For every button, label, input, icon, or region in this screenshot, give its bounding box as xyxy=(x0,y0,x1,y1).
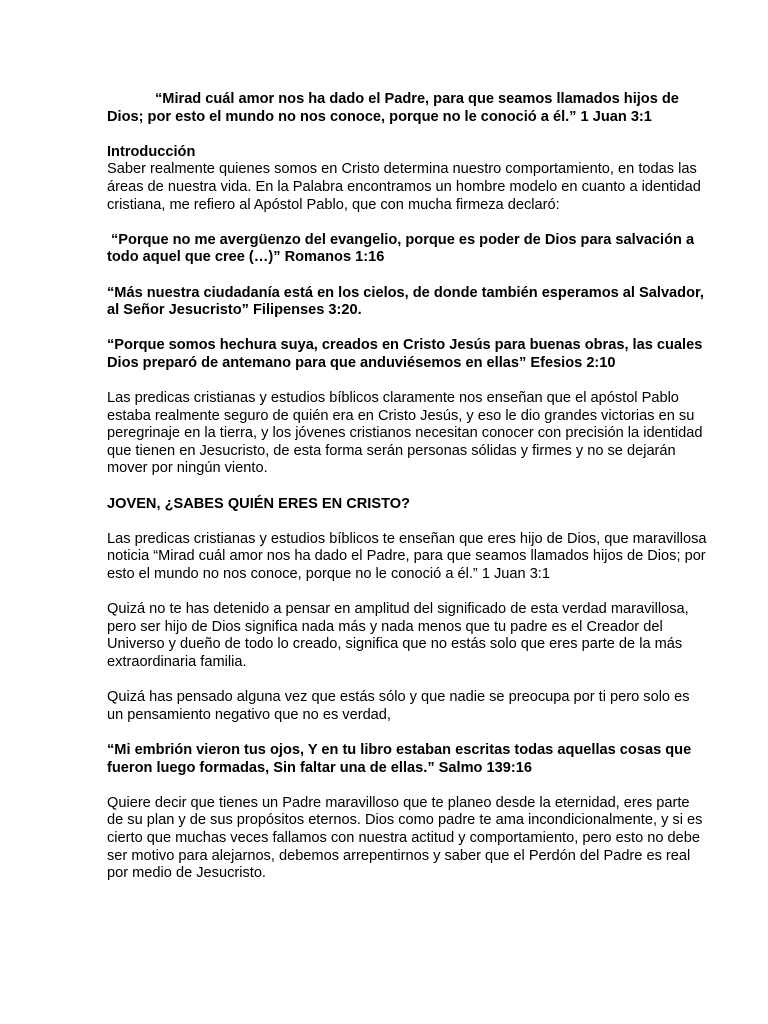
paragraph-padre-maravilloso: Quiere decir que tienes un Padre maravilloso que te planeo desde la eternidad, eres parte de su plan y de sus propósitos eternos. Dios como padre te ama incondicionalmente, y si es cierto que muchas veces fallamos con nuestra actitud y comportamiento, pero esto no debe ser motivo para alejarnos, debemos arrepentirnos y saber que el Perdón del Padre es real por medio de Jesucristo. xyxy=(107,794,703,882)
quote-filipenses: “Más nuestra ciudadanía está en los cielos, de donde también esperamos al Salvador, al Señor Jesucristo” Filipenses 3:20. xyxy=(107,284,704,319)
epigraph-quote: “Mirad cuál amor nos ha dado el Padre, para que seamos llamados hijos de Dios; por esto el mundo no nos conoce, porque no le conoció a él.” 1 Juan 3:1 xyxy=(107,91,679,125)
quote-salmo: “Mi embrión vieron tus ojos, Y en tu libro estaban escritas todas aquellas cosas que fueron luego formadas, Sin faltar una de ellas.” Salmo 139:16 xyxy=(107,741,692,776)
paragraph-pablo: Las predicas cristianas y estudios bíblicos claramente nos enseñan que el apóstol Pablo estaba realmente seguro de quién era en Cristo Jesús, y eso le dio grandes victorias en su peregrinaje en la tierra, y los jóvenes cristianos necesitan conocer con precisión la identidad que tienen en Jesucristo, de esta forma serán personas sólidas y firmes y no se dejarán mover por ningún viento. xyxy=(107,390,703,477)
paragraph-significado: Quizá no te has detenido a pensar en amplitud del significado de esta verdad maravillosa, pero ser hijo de Dios significa nada más y nada menos que tu padre es el Creador del Universo y dueño de todo lo creado, significa que no estás solo que eres parte de la más extraordinaria familia. xyxy=(107,601,689,670)
intro-paragraph: Saber realmente quienes somos en Cristo determina nuestro comportamiento, en todas las áreas de nuestra vida. En la Palabra encontramos un hombre modelo en cuanto a identidad cristiana, me refiero al Apóstol Pablo, que con mucha firmeza declaró: xyxy=(107,161,701,213)
paragraph-no-estas-solo: Quizá has pensado alguna vez que estás sólo y que nadie se preocupa por ti pero solo es un pensamiento negativo que no es verdad, xyxy=(107,689,690,723)
intro-heading: Introducción xyxy=(107,143,196,160)
section-heading: JOVEN, ¿SABES QUIÉN ERES EN CRISTO? xyxy=(107,495,411,512)
quote-efesios: “Porque somos hechura suya, creados en Cristo Jesús para buenas obras, las cuales Dios preparó de antemano para que anduviésemos en ellas” Efesios 2:10 xyxy=(107,337,703,371)
paragraph-hijo-de-dios: Las predicas cristianas y estudios bíblicos te enseñan que eres hijo de Dios, que maravillosa noticia “Mirad cuál amor nos ha dado el Padre, para que seamos llamados hijos de Dios; por esto el mundo no nos conoce, porque no le conoció a él.” 1 Juan 3:1 xyxy=(107,530,707,583)
document-body xyxy=(107,91,707,883)
quote-romanos: “Porque no me avergüenzo del evangelio, porque es poder de Dios para salvación a todo aquel que cree (…)” Romanos 1:16 xyxy=(107,231,695,266)
